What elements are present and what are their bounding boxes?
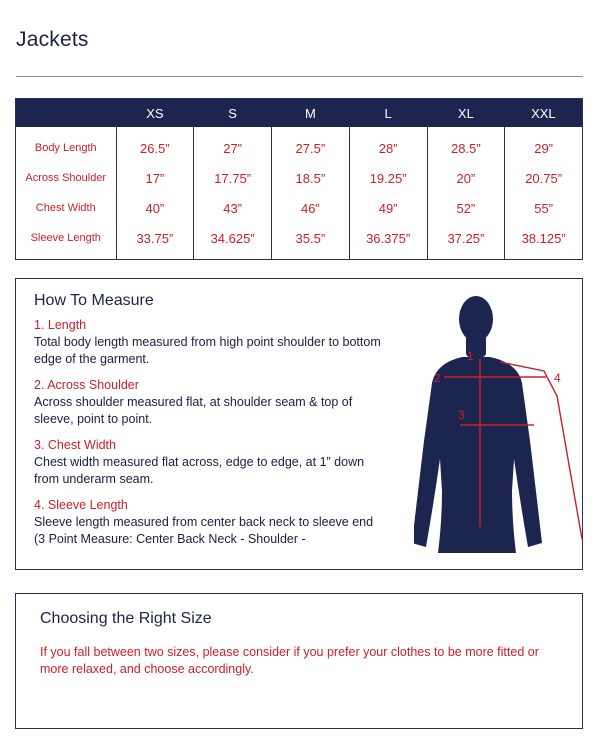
list-item [34,377,384,428]
header-cell-xl: XL [427,99,505,128]
table-row [16,193,583,223]
table-cell: 36.375” [349,223,427,260]
size-chart-table [15,98,583,260]
header-cell-m: M [272,99,350,128]
how-to-measure-title: How To Measure [34,292,154,309]
table-cell: 17” [116,163,194,193]
table-cell: 17.75” [194,163,272,193]
measure-heading-sleeve: 4. Sleeve Length [34,498,128,512]
header-cell-l: L [349,99,427,128]
measure-text-shoulder: Across shoulder measured flat, at shoulder seam & top of sleeve, point to point. [34,395,353,426]
figure-label-2: 2 [434,371,441,385]
table-cell: 27.5” [272,127,350,163]
measure-text-chest: Chest width measured flat across, edge to edge, at 1” down from underarm seam. [34,455,365,486]
figure-label-1: 1 [467,349,474,363]
table-header-row [16,99,583,128]
table-cell: 40” [116,193,194,223]
table-cell: 43” [194,193,272,223]
table-cell: 20” [427,163,505,193]
page-title: Jackets [16,28,89,51]
how-to-measure-panel [15,278,583,570]
table-cell: 28” [349,127,427,163]
table-cell: 38.125” [505,223,583,260]
row-label-sleeve-length: Sleeve Length [30,232,101,244]
table-cell: 29” [505,127,583,163]
table-cell: 35.5” [272,223,350,260]
table-cell: 34.625” [194,223,272,260]
table-cell: 46” [272,193,350,223]
table-cell: 18.5” [272,163,350,193]
table-cell: 27” [194,127,272,163]
measure-heading-length: 1. Length [34,318,87,332]
table-cell: 52” [427,193,505,223]
table-cell: 49” [349,193,427,223]
measure-text-sleeve: Sleeve length measured from center back neck to sleeve end (3 Point Measure: Center Back Neck - Shoulder - [34,515,374,546]
row-label-body-length: Body Length [34,142,97,154]
table-row [16,163,583,193]
row-label-chest-width: Chest Width [35,202,96,214]
table-cell: 33.75” [116,223,194,260]
table-cell: 28.5” [427,127,505,163]
body-silhouette-figure [414,291,584,561]
list-item [34,437,384,488]
measure-instructions-list [34,317,384,557]
table-cell: 55” [505,193,583,223]
table-cell: 19.25” [349,163,427,193]
measure-heading-chest: 3. Chest Width [34,438,116,452]
list-item [34,497,384,548]
table-row [16,223,583,260]
header-cell-xxl: XXL [505,99,583,128]
table-cell: 26.5” [116,127,194,163]
header-cell-xs: XS [116,99,194,128]
table-cell: 20.75” [505,163,583,193]
header-cell-s: S [194,99,272,128]
choosing-size-panel [15,593,583,729]
figure-label-3: 3 [458,408,465,422]
table-row [16,127,583,163]
choosing-size-text: If you fall between two sizes, please consider if you prefer your clothes to be more fitted or more relaxed, and choose accordingly. [40,645,539,676]
header-cell-empty [16,99,117,128]
figure-label-4: 4 [554,371,561,385]
measure-heading-shoulder: 2. Across Shoulder [34,378,139,392]
measure-text-length: Total body length measured from high point shoulder to bottom edge of the garment. [34,335,381,366]
title-divider [16,76,583,77]
row-label-across-shoulder: Across Shoulder [25,172,107,184]
table-cell: 37.25” [427,223,505,260]
choosing-size-title: Choosing the Right Size [40,610,212,627]
list-item [34,317,384,368]
